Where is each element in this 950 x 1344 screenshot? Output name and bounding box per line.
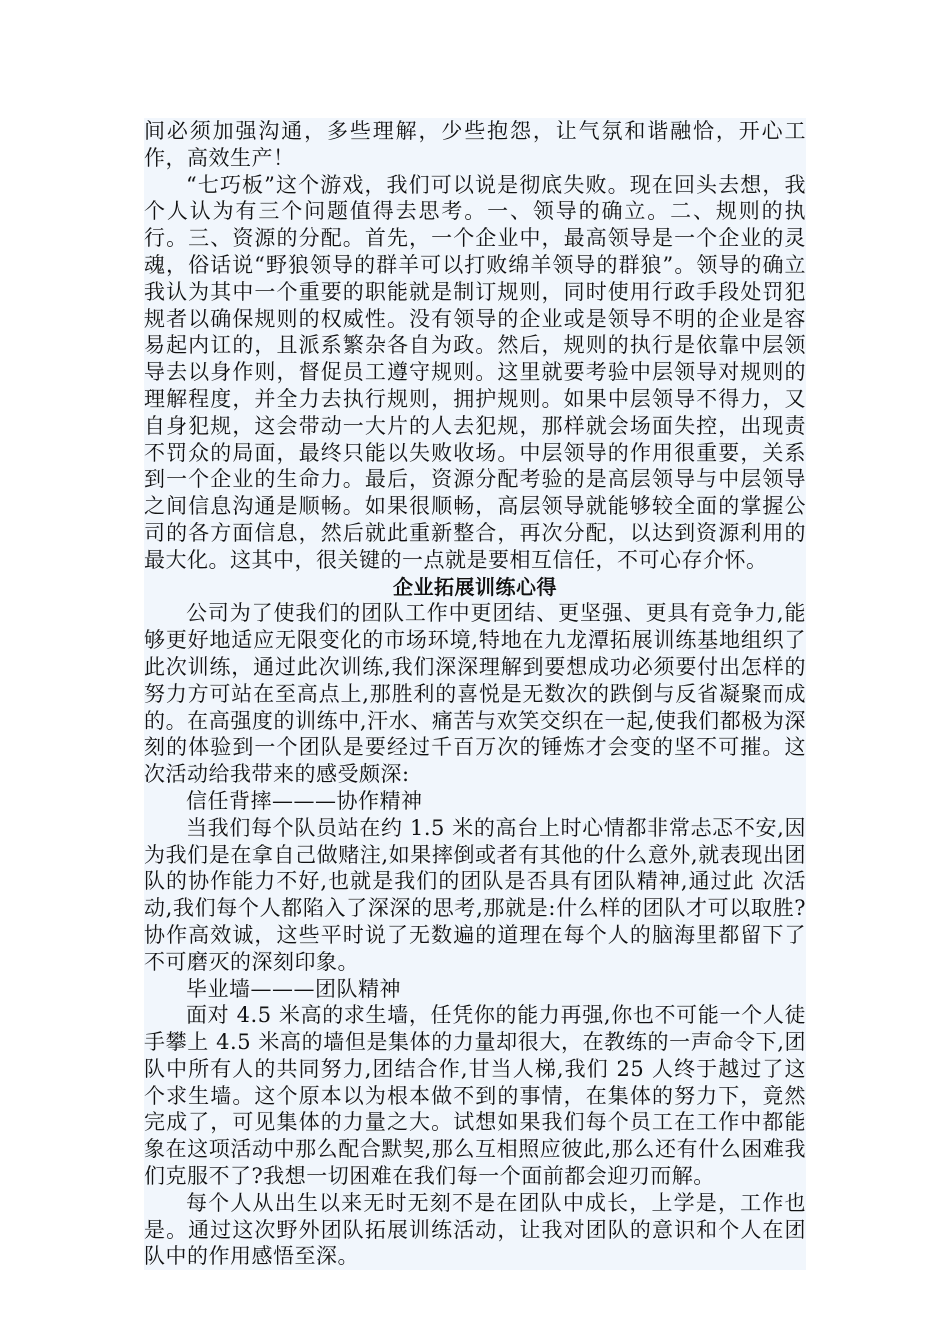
graduation-wall-paragraph: 面对 4.5 米高的求生墙，任凭你的能力再强,你也不可能一个人徒手攀上 4.5 米高的墙但是集体的力量却很大，在教练的一声命令下,团队中所有人的共同努力,团结合作,甘当人梯,我们 25 人终于越过了这个求生墙。这个原本以为根本做不到的事情，在集体的努力下，竟然完成了，可见集体的力量之大。试想如果我们每个员工在工作中都能象在这项活动中那么配合默契,那么互相照应彼此,那么还有什么困难我们克服不了?我想一切困难在我们每一个面前都会迎刃而解。 bbox=[144, 1003, 806, 1189]
closing-paragraph: 每个人从出生以来无时无刻不是在团队中成长，上学是，工作也是。通过这次野外团队拓展训练活动，让我对团队的意识和个人在团队中的作用感悟至深。 bbox=[144, 1190, 806, 1269]
trust-fall-paragraph: 当我们每个队员站在约 1.5 米的高台上时心情都非常忐忑不安,因为我们是在拿自己做赌注,如果摔倒或者有其他的什么意外,就表现出团队的协作能力不好,也就是我们的团队是否具有团队精神,通过此 次活动,我们每个人都陷入了深深的思考,那就是:什么样的团队才可以取胜?协作高效诚，这些平时说了无数遍的道理在每个人的脑海里都留下了不可磨灭的深刻印象。 bbox=[144, 815, 806, 974]
qiqiaoban-paragraph: “七巧板”这个游戏，我们可以说是彻底失败。现在回头去想，我个人认为有三个问题值得去思考。一、领导的确立。二、规则的执行。三、资源的分配。首先，一个企业中，最高领导是一个企业的灵魂，俗话说“野狼领导的群羊可以打败绵羊领导的群狼”。领导的确立我认为其中一个重要的职能就是制订规则，同时使用行政手段处罚犯规者以确保规则的权威性。没有领导的企业或是领导不明的企业是容易起内讧的，且派系繁杂各自为政。然后，规则的执行是依靠中层领导去以身作则，督促员工遵守规则。这里就要考验中层领导对规则的理解程度，并全力去执行规则，拥护规则。如果中层领导不得力，又自身犯规，这会带动一大片的人去犯规，那样就会场面失控，出现责不罚众的局面，最终只能以失败收场。中层领导的作用很重要，关系到一个企业的生命力。最后，资源分配考验的是高层领导与中层领导之间信息沟通是顺畅。如果很顺畅，高层领导就能够较全面的掌握公司的各方面信息，然后就此重新整合，再次分配，以达到资源利用的最大化。这其中，很关键的一点就是要相互信任，不可心存介怀。 bbox=[144, 172, 806, 572]
section-title: 企业拓展训练心得 bbox=[144, 574, 806, 601]
trust-fall-heading: 信任背摔———协作精神 bbox=[144, 788, 806, 815]
training-intro-paragraph: 公司为了使我们的团队工作中更团结、更坚强、更具有竞争力,能够更好地适应无限变化的市场环境,特地在九龙潭拓展训练基地组织了此次训练，通过此次训练,我们深深理解到要想成功必须要付出怎样的努力方可站在至高点上,那胜利的喜悦是无数次的跌倒与反省凝聚而成的。在高强度的训练中,汗水、痛苦与欢笑交织在一起,使我们都极为深刻的体验到一个团队是要经过千百万次的锤炼才会变的坚不可摧。这次活动给我带来的感受颇深: bbox=[144, 601, 806, 787]
document-body bbox=[144, 118, 806, 1270]
intro-paragraph: 间必须加强沟通，多些理解，少些抱怨，让气氛和谐融恰，开心工作，高效生产！ bbox=[144, 119, 806, 170]
graduation-wall-heading: 毕业墙———团队精神 bbox=[144, 976, 806, 1003]
